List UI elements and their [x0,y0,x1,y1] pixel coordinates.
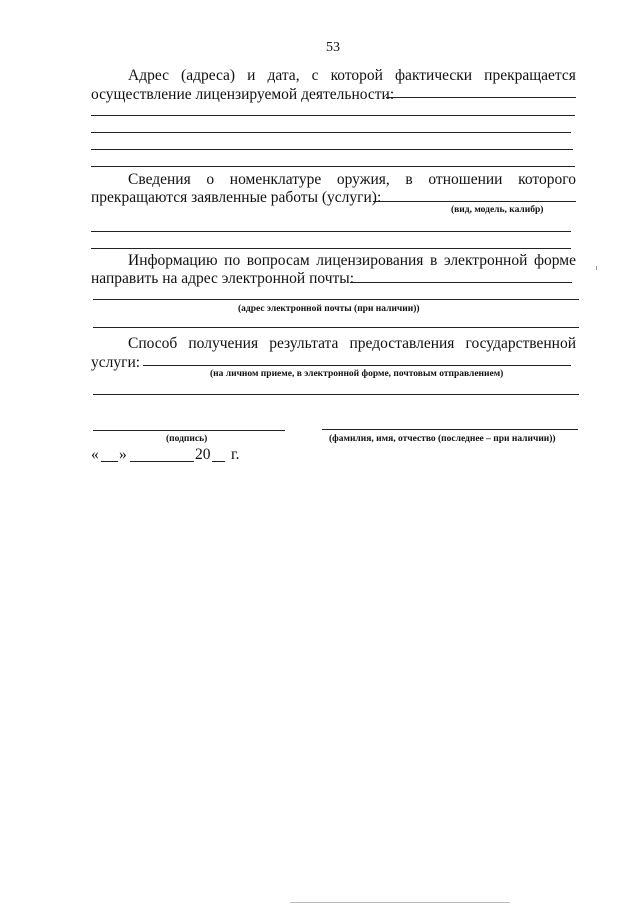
word: государственной [465,335,576,352]
word: Информацию [128,252,218,269]
date-year-prefix: 20 [195,446,211,463]
weapons-paragraph-line1 [128,171,576,189]
word: форме [533,252,576,269]
email-caption: (адрес электронной почты (при наличии)) [238,304,420,314]
word: которого [518,171,576,188]
word: по [224,252,241,269]
word: дата, [267,67,300,84]
address-blank-line[interactable] [91,132,571,133]
result-blank-line[interactable] [93,394,579,395]
address-paragraph-line2: осуществление лицензируемой деятельности: [91,86,395,103]
weapons-caption: (вид, модель, калибр) [451,205,544,215]
word: о [206,171,215,188]
word: вопросам [246,252,310,269]
email-blank-line[interactable] [93,327,579,328]
word: электронной [443,252,528,269]
word: оружия, [336,171,390,188]
page-number: 53 [326,40,340,55]
address-blank-line[interactable] [91,149,573,150]
address-paragraph-line1 [128,67,576,85]
word: которой [330,67,383,84]
word: Адрес [128,67,169,84]
result-paragraph-line2: услуги: [91,354,141,371]
scan-edge-line [290,902,510,903]
email-blank-line[interactable] [93,299,579,300]
signature-caption: (подпись) [166,434,208,444]
word: с [311,67,319,84]
word: результата [269,335,339,352]
date-suffix: г. [231,446,240,463]
weapons-paragraph-line2: прекращаются заявленные работы (услуги): [91,189,382,206]
result-input-line[interactable] [143,365,571,366]
email-paragraph-line1 [128,252,576,270]
word: (адреса) [181,67,236,84]
date-open-quote: « [91,446,99,463]
weapons-input-line[interactable] [373,201,576,202]
word: и [247,67,256,84]
date-day-line[interactable] [101,461,118,462]
date-year-line[interactable] [212,461,225,462]
email-input-line[interactable] [350,282,572,283]
word: фактически [395,67,473,84]
word: в [405,171,413,188]
full-name-line[interactable] [322,429,578,430]
word: получения [188,335,259,352]
result-caption: (на личном приеме, в электронной форме, почтовым отправлением) [210,369,504,379]
address-input-line[interactable] [386,97,576,98]
word: предоставления [349,335,455,352]
scan-speck [596,266,597,270]
date-close-quote: » [119,446,127,463]
weapons-blank-line[interactable] [91,231,571,232]
result-paragraph-line1 [128,335,576,353]
date-month-line[interactable] [130,461,194,462]
address-blank-line[interactable] [91,115,575,116]
word: Сведения [128,171,191,188]
word: отношении [428,171,503,188]
full-name-caption: (фамилия, имя, отчество (последнее – при наличии)) [329,434,556,444]
word: прекращается [484,67,576,84]
email-paragraph-line2: направить на адрес электронной почты: [91,270,355,287]
word: Способ [128,335,178,352]
word: в [430,252,438,269]
word: лицензирования [316,252,424,269]
signature-line[interactable] [93,430,285,431]
word: номенклатуре [229,171,322,188]
address-blank-line[interactable] [91,166,575,167]
weapons-blank-line[interactable] [91,248,571,249]
